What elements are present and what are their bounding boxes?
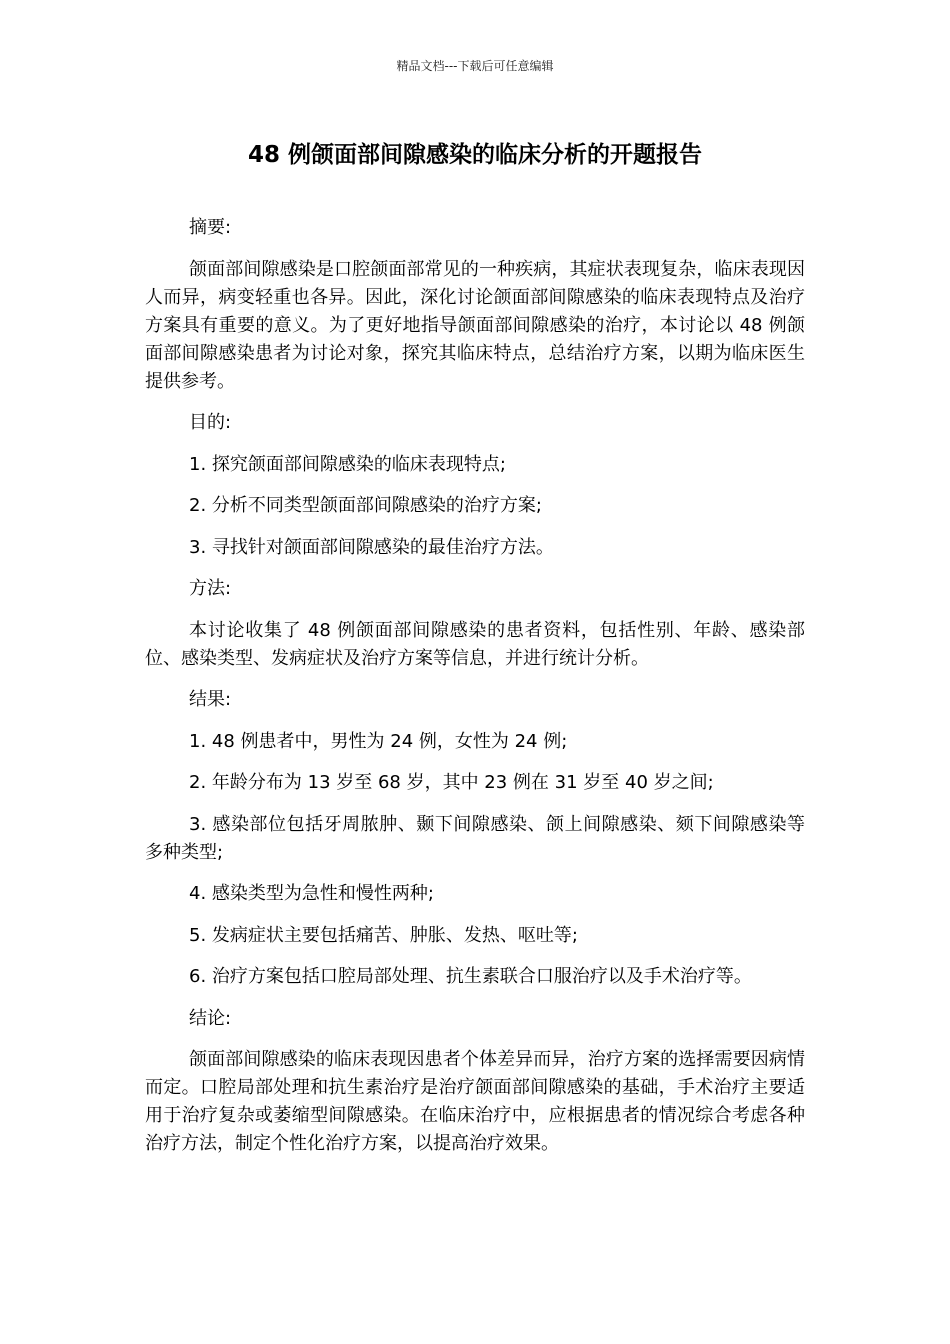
purpose-item: 1. 探究颌面部间隙感染的临床表现特点; bbox=[189, 453, 506, 475]
result-item: 2. 年龄分布为 13 岁至 68 岁，其中 23 例在 31 岁至 40 岁之间; bbox=[189, 772, 714, 793]
abstract-paragraph: 颌面部间隙感染是口腔颌面部常见的一种疾病，其症状表现复杂，临床表现因人而异，病变轻重也各异。因此，深化讨论颌面部间隙感染的临床表现特点及治疗方案具有重要的意义。为了更好地指导颌面部间隙感染的治疗，本讨论以 48 例颌面部间隙感染患者为讨论对象，探究其临床特点，总结治疗方案，以期为临床医生提供参考。 bbox=[145, 258, 805, 392]
purpose-item: 2. 分析不同类型颌面部间隙感染的治疗方案; bbox=[189, 495, 542, 516]
result-item: 3. 感染部位包括牙周脓肿、颞下间隙感染、颌上间隙感染、颏下间隙感染等多种类型; bbox=[145, 813, 805, 863]
method-paragraph: 本讨论收集了 48 例颌面部间隙感染的患者资料，包括性别、年龄、感染部位、感染类型、发病症状及治疗方案等信息，并进行统计分析。 bbox=[145, 619, 805, 669]
conclusion-paragraph: 颌面部间隙感染的临床表现因患者个体差异而异，治疗方案的选择需要因病情而定。口腔局部处理和抗生素治疗是治疗颌面部间隙感染的基础，手术治疗主要适用于治疗复杂或萎缩型间隙感染。在临床治疗中，应根据患者的情况综合考虑各种治疗方法，制定个性化治疗方案，以提高治疗效果。 bbox=[145, 1049, 805, 1154]
results-heading: 结果: bbox=[189, 689, 232, 710]
purpose-heading: 目的: bbox=[189, 412, 232, 433]
document-title: 48 例颌面部间隙感染的临床分析的开题报告 bbox=[247, 142, 702, 168]
result-item: 4. 感染类型为急性和慢性两种; bbox=[189, 883, 434, 904]
result-item: 5. 发病症状主要包括痛苦、肿胀、发热、呕吐等; bbox=[189, 924, 578, 946]
conclusion-heading: 结论: bbox=[189, 1007, 232, 1029]
method-heading: 方法: bbox=[189, 578, 232, 599]
document-body bbox=[145, 214, 805, 1172]
result-item: 1. 48 例患者中，男性为 24 例，女性为 24 例; bbox=[189, 730, 568, 752]
result-item: 6. 治疗方案包括口腔局部处理、抗生素联合口服治疗以及手术治疗等。 bbox=[189, 966, 752, 987]
page-header: 精品文档---下载后可任意编辑 bbox=[396, 59, 554, 73]
abstract-heading: 摘要: bbox=[189, 217, 232, 238]
purpose-item: 3. 寻找针对颌面部间隙感染的最佳治疗方法。 bbox=[189, 536, 554, 558]
